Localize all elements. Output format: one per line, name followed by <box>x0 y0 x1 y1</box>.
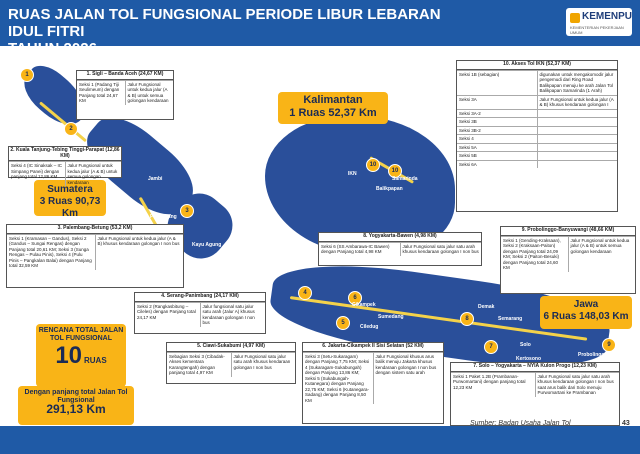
sumatera-detail: 3 Ruas 90,73 Km <box>39 196 101 219</box>
info-box-10-right: digunakan untuk mengakomodir jalur pengemudi dari Ring Road Balikpapan menuju ke arah Jalan Tol Balikpapan Samarinda (1 Arah) <box>537 71 618 95</box>
info-box-10-rows-right: Jalur Fungsional untuk kedua jalur (A & B) khusus kendaraan golongan I <box>537 96 618 109</box>
kalimantan-summary <box>278 92 388 124</box>
logo-mark-icon <box>570 13 580 23</box>
info-box-10-row-3a: Seksi 3A <box>459 96 477 102</box>
info-box-6 <box>302 342 444 424</box>
info-box-4-left: Seksi 2 (Rangkasbitung – Cileles) dengan Panjang total 24,17 KM <box>137 303 196 320</box>
info-box-4-title: 4. Serang-Panimbang (24,17 KM) <box>135 293 265 302</box>
page-number: 43 <box>622 420 630 427</box>
info-box-6-left: Seksi 3 (Setu-Sukaragam) dengan Panjang 7,75 KM; Seksi 4 (Sukaragam-Sukabungah) dengan Panjang 13,86 KM; Seksi 5 (Sukabungah-Kutanegara) dengan Panjang 22,75 KM; Seksi 6 (Kutanegara-Sadang) dengan Panjang 8,50 KM <box>305 353 370 403</box>
info-box-8 <box>318 232 482 266</box>
route-pin-4[interactable]: 4 <box>298 286 312 300</box>
info-box-8-right: Jalur Fungsional satu jalur satu arah khusus kendaraan golongan I non bus <box>400 243 482 256</box>
city-label-palembang: Palembang <box>150 214 177 220</box>
map-area <box>0 46 640 426</box>
city-label-samarinda: Samarinda <box>392 176 418 182</box>
route-pin-7[interactable]: 7 <box>484 340 498 354</box>
total-ruas-box <box>36 324 126 387</box>
info-box-3-right: Jalur Fungsional untuk kedua jalur (A & B) khusus kendaraan golongan I non bus <box>95 235 184 270</box>
info-box-7 <box>450 362 620 426</box>
source-note: Sumber: Badan Usaha Jalan Tol <box>470 420 571 427</box>
info-box-9-title: 9. Probolinggo-Banyuwangi (48,66 KM) <box>501 227 635 236</box>
info-box-10-row-3b-2: Seksi 3B-2 <box>459 127 481 133</box>
info-box-4-right: Jalur fungsional satu jalur satu arah (Jalur A) khusus kendaraan golongan I non bus <box>200 303 266 327</box>
route-pin-8[interactable]: 8 <box>460 312 474 326</box>
kemenpu-logo <box>566 8 632 36</box>
route-pin-10a[interactable]: 10 <box>366 158 380 172</box>
info-box-10-row-4: Seksi 4 <box>459 136 474 141</box>
header <box>0 0 640 46</box>
info-box-8-left: Seksi 6 (SS Ambarawa-IC Bawen) dengan Panjang total 4,98 KM <box>321 243 390 254</box>
info-box-8-title: 8. Yogyakarta-Bawen (4,98 KM) <box>319 233 481 242</box>
info-box-9 <box>500 226 636 294</box>
info-box-10-title: 10. Akses Tol IKN (52,37 KM) <box>457 61 617 70</box>
route-pin-1[interactable]: 1 <box>20 68 34 82</box>
total-unit: RUAS <box>83 356 107 365</box>
info-box-10-row-5a: Seksi 5A <box>459 144 477 150</box>
city-label-semarang: Semarang <box>498 316 523 322</box>
route-pin-9[interactable]: 9 <box>602 338 616 352</box>
city-label-balikpapan: Balikpapan <box>376 186 403 192</box>
info-box-10 <box>456 60 618 212</box>
city-label-ciledug: Ciledug <box>360 324 379 330</box>
logo-subtext: KEMENTERIAN PEKERJAAN UMUM <box>570 25 624 35</box>
total-count: 10 <box>55 342 83 369</box>
total-length-label: Dengan panjang total Jalan Tol Fungsional <box>24 389 128 404</box>
route-pin-5[interactable]: 5 <box>336 316 350 330</box>
info-box-1 <box>76 70 174 120</box>
info-box-2 <box>8 146 122 185</box>
city-label-kertosono: Kertosono <box>516 356 541 362</box>
city-label-solo: Solo <box>520 342 531 348</box>
city-label-sumedang: Sumedang <box>378 314 404 320</box>
info-box-3 <box>6 224 184 288</box>
info-box-7-title: 7. Solo – Yogyakarta – NYIA Kulon Progo (12,23 KM) <box>451 363 619 372</box>
info-box-5-right: Jalur Fungsional satu jalur satu arah khusus kendaraan golongan I non bus <box>231 353 296 377</box>
route-pin-3[interactable]: 3 <box>180 204 194 218</box>
route-pin-2[interactable]: 2 <box>64 122 78 136</box>
logo-text: KEMENPU <box>582 11 633 22</box>
info-box-10-row-3a-2: Seksi 3A-2 <box>459 110 481 116</box>
total-label: RENCANA TOTAL JALAN TOL FUNGSIONAL <box>38 327 124 342</box>
info-box-3-left: Seksi 1 (Kramasan – Gandus), Seksi 2 (Gandus – Sungai Rengas) dengan Panjang total 20,61 KM; Seksi 3 (Sunga Rengas – Pulau Pinis), Seksi 4 (Pulu Pinis – Pangkalan Balai) dengan Panjang total 32,59 KM <box>9 235 92 268</box>
info-box-2-left: Seksi 4 (IC Sinaksak – IC Simpang Panei) dengan panjang total 12,86 KM <box>11 163 63 179</box>
info-box-5 <box>166 342 296 384</box>
total-length-value: 291,13 Km <box>46 402 106 416</box>
total-length-box <box>18 386 134 425</box>
sumatera-region: Sumatera <box>47 184 93 195</box>
info-box-9-right: Jalur Fungsional untuk kedua jalur (A & B) untuk semua golongan kendaraan <box>568 237 636 272</box>
info-box-6-title: 6. Jakarta-Cikampek II Sisi Selatan (52 KM) <box>303 343 443 352</box>
kalimantan-region: Kalimantan <box>303 94 363 106</box>
info-box-9-left: Seksi 1 (Gending-Kraksaan), Seksi 2 (Kraksaan-Paiton) dengan Panjang total 24,09 KM; Seksi 2 (Paiton-Besuki) dengan Panjang total 24,60 KM <box>503 237 561 270</box>
city-label-probolinggo: Probolinggo <box>578 352 608 358</box>
info-box-4 <box>134 292 266 334</box>
info-box-6-right: Jalur Fungsional khusus arus balik menuju Jakarta khusus kendaraan golongan I non bus dengan sistem satu arah <box>373 353 444 405</box>
route-pin-10b[interactable]: 10 <box>388 164 402 178</box>
city-label-kayu-agung: Kayu Agung <box>192 242 222 248</box>
info-box-1-left: Seksi 1 (Padang Tiji Seulimeum) dengan Panjang total 24,67 KM <box>79 81 120 103</box>
jawa-detail: 6 Ruas 148,03 Km <box>543 311 629 322</box>
info-box-10-left: Seksi 1B (sebagian) <box>459 71 500 77</box>
info-box-1-right: Jalur Fungsional untuk kedua jalur (A & B) untuk semua golongan kendaraan <box>125 81 174 105</box>
info-box-10-row-3b: Seksi 3B <box>459 119 477 124</box>
city-label-cikampek: Cikampek <box>352 302 376 308</box>
info-box-1-title: 1. Sigli – Banda Aceh (24,67 KM) <box>77 71 173 80</box>
info-box-5-title: 5. Ciawi-Sukabumi (4,97 KM) <box>167 343 295 352</box>
city-label-ikn: IKN <box>348 171 357 177</box>
city-label-demak: Demak <box>478 304 495 310</box>
info-box-7-right: Jalur Fungsional satu jalur satu arah khusus kendaraan golongan I non bus saat arus balik dari Solo menuju Purwomartani ke Prambanan <box>535 373 620 397</box>
jawa-summary <box>540 296 632 329</box>
kalimantan-detail: 1 Ruas 52,37 Km <box>289 107 377 119</box>
info-box-10-row-5b: Seksi 5B <box>459 153 477 158</box>
info-box-7-left: Seksi 1 Paket 1.2B (Prambanan-Purwomartani) dengan panjang total 12,23 KM <box>453 373 526 390</box>
info-box-10-row-6a: Seksi 6A <box>459 161 477 167</box>
info-box-2-title: 2. Kuala Tanjung-Tebing Tinggi-Parapat (12,86 KM) <box>9 147 121 161</box>
jawa-region: Jawa <box>573 299 599 310</box>
title-line-1: RUAS JALAN TOL FUNGSIONAL PERIODE LIBUR LEBARAN IDUL FITRI <box>8 6 441 40</box>
route-pin-6[interactable]: 6 <box>348 291 362 305</box>
info-box-5-left: Sebagian Seksi 3 (Cibadak-Akses kementara Karangtengah) dengan panjang total 4,97 KM <box>169 353 225 375</box>
info-box-3-title: 3. Palembang-Betung (53,2 KM) <box>7 225 183 234</box>
info-box-2-right: Jalur Fungsional untuk kedua jalur (A & B) untuk semua golongan kendaraan <box>65 162 122 186</box>
city-label-jambi: Jambi <box>148 176 163 182</box>
